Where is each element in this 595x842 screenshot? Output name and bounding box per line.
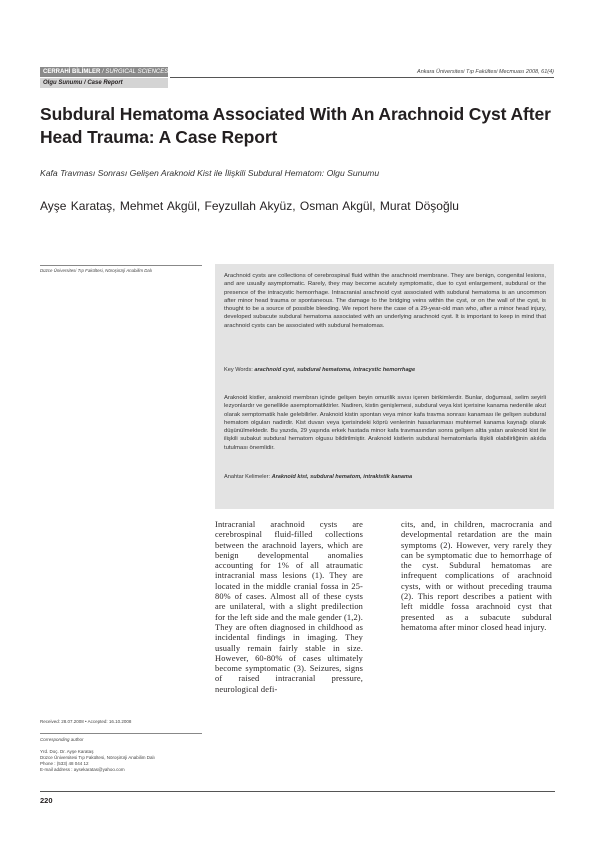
- meta-rule: [40, 733, 202, 734]
- title-line-2: Head Trauma: A Case Report: [40, 127, 278, 147]
- subsection-banner: Olgu Sunumu / Case Report: [40, 78, 168, 88]
- corresponding-author-name: Yrd. Doç. Dr. Ayşe Karataş: [40, 749, 94, 754]
- abstract-turkish: Araknoid kistler, araknoid membran içinde gelişen beyin omurilik sıvısı içeren birikimlerdir. Bunlar, doğumsal, selim seyirli lezyonlardır ve genellikle asemptomatiktirler. Nadiren, kistin genişlemesi, subdural veya kist içerisine kanama nedeniile akut olarak semptomatik hale gelebilirler. Araknoid kistin spontan veya minor kafa travma sonrası kanaması ile gelişen subdural hematom olguları nadirdir. Kist duvarı veya içerisindeki köprü venlerinin hasarlanması muhtemel kanama kaynağı olarak düşünülmektedir. Bu yazıda, 29 yaşında erkek hastada minor kafa travmasından sonra gelişen altta yatan araknoid kist ile ilişkili subakut subdural hematom olgusu bildirilmiştir. Araknoid kistlerin subdural hematomlarla ilişkili olabilirliğinin akılda tutulması önemlidir.: [224, 395, 546, 451]
- corresponding-author-institution: Düzce Üniversitesi Tıp Fakültesi, Nöroşirürji Anabilim Dalı: [40, 755, 155, 760]
- keywords-turkish: [224, 473, 546, 481]
- section-sub: / SURGICAL SCIENCES: [100, 69, 168, 75]
- affiliation-rule: [40, 265, 202, 266]
- page-number: 220: [40, 796, 53, 805]
- article-subtitle: Kafa Travması Sonrası Gelişen Araknoid Kist ile İlişkili Subdural Hematom: Olgu Sunumu: [40, 168, 380, 178]
- corresponding-author-phone: Phone : (533) 48 044 12: [40, 761, 89, 766]
- corresponding-author-label: Corresponding author: [40, 737, 84, 742]
- body-text-right-column: cits, and, in children, macrocrania and developmental retardation are the main symptoms (2). However, very rarely they can be symptomatic due to hemorrhage of the cyst. Subdural hematomas are infrequent complications of arachnoid cysts, with or without preceding trauma (2). This report describes a patient with left middle fossa arachnoid cyst that presented as a subacute subdural hematoma after minor closed head injury.: [401, 520, 552, 632]
- footer-rule: [40, 791, 555, 792]
- journal-reference: Ankara Üniversitesi Tıp Fakültesi Mecmuası 2008, 61(4): [417, 69, 554, 75]
- keywords-tr-value: Araknoid kist, subdural hematom, intrakistik kanama: [271, 474, 413, 480]
- corresponding-author-email: E-mail address : aysekaratas@yahoo.com: [40, 767, 125, 772]
- body-text-left-column: Intracranial arachnoid cysts are cerebrospinal fluid-filled collections between the arachnoid layers, which are benign developmental anomalies accounting for 1% of all atraumatic intracranial mass lesions (1). They are located in the middle cranial fossa in 25-80% of cases. Almost all of these cysts are unilateral, with a slight predilection for the left side and the male gender (1,2). They are often diagnosed in childhood as incidental findings in imaging. They usually remain fairly stable in size. However, 60-80% of cases ultimately become symptomatic (3). Seizures, signs of raised intracranial pressure, neurological defi-: [215, 520, 363, 694]
- title-line-1: Subdural Hematoma Associated With An Arachnoid Cyst After: [40, 104, 551, 124]
- keywords-label: Key Words:: [224, 367, 255, 373]
- received-accepted-dates: Received: 28.07.2008 • Accepted: 16.10.2008: [40, 719, 132, 724]
- article-title: [40, 103, 556, 149]
- top-rule: [170, 77, 554, 78]
- affiliation: Düzce Üniversitesi Tıp Fakültesi, Nöroşirürji Anabilim Dalı: [40, 268, 153, 273]
- authors: Ayşe Karataş, Mehmet Akgül, Feyzullah Akyüz, Osman Akgül, Murat Döşoğlu: [40, 199, 459, 213]
- abstract-english: Arachnoid cysts are collections of cerebrospinal fluid within the arachnoid membrane. They are benign, congenital lesions, and are usually asymptomatic. Rarely, they may become acutely symptomatic, due to cyst enlargement, subdural or the presence of the intracystic hemorrhage. Intracranial arachnoid cyst associated with subdural hematoma is an uncommon after minor head trauma or spontaneous. The damage to the bridging veins within the cyst, or on the wall of the cyst, is thought to be a source of possible bleeding. We report here the case of a 29-year-old man who, after a minor head injury, developed subacute subdural hematoma associated with an underlying arachnoid cyst. It is important to keep in mind that arachnoid cysts can be associated with subdural hematomas.: [224, 273, 546, 329]
- section-main: CERRAHİ BİLİMLER: [43, 69, 101, 75]
- keywords-english: [224, 366, 546, 374]
- keywords-tr-label: Anahtar Kelimeler:: [224, 474, 272, 480]
- keywords-value: arachnoid cyst, subdural hematoma, intracystic hemorrhage: [254, 367, 416, 373]
- section-banner: [40, 67, 168, 77]
